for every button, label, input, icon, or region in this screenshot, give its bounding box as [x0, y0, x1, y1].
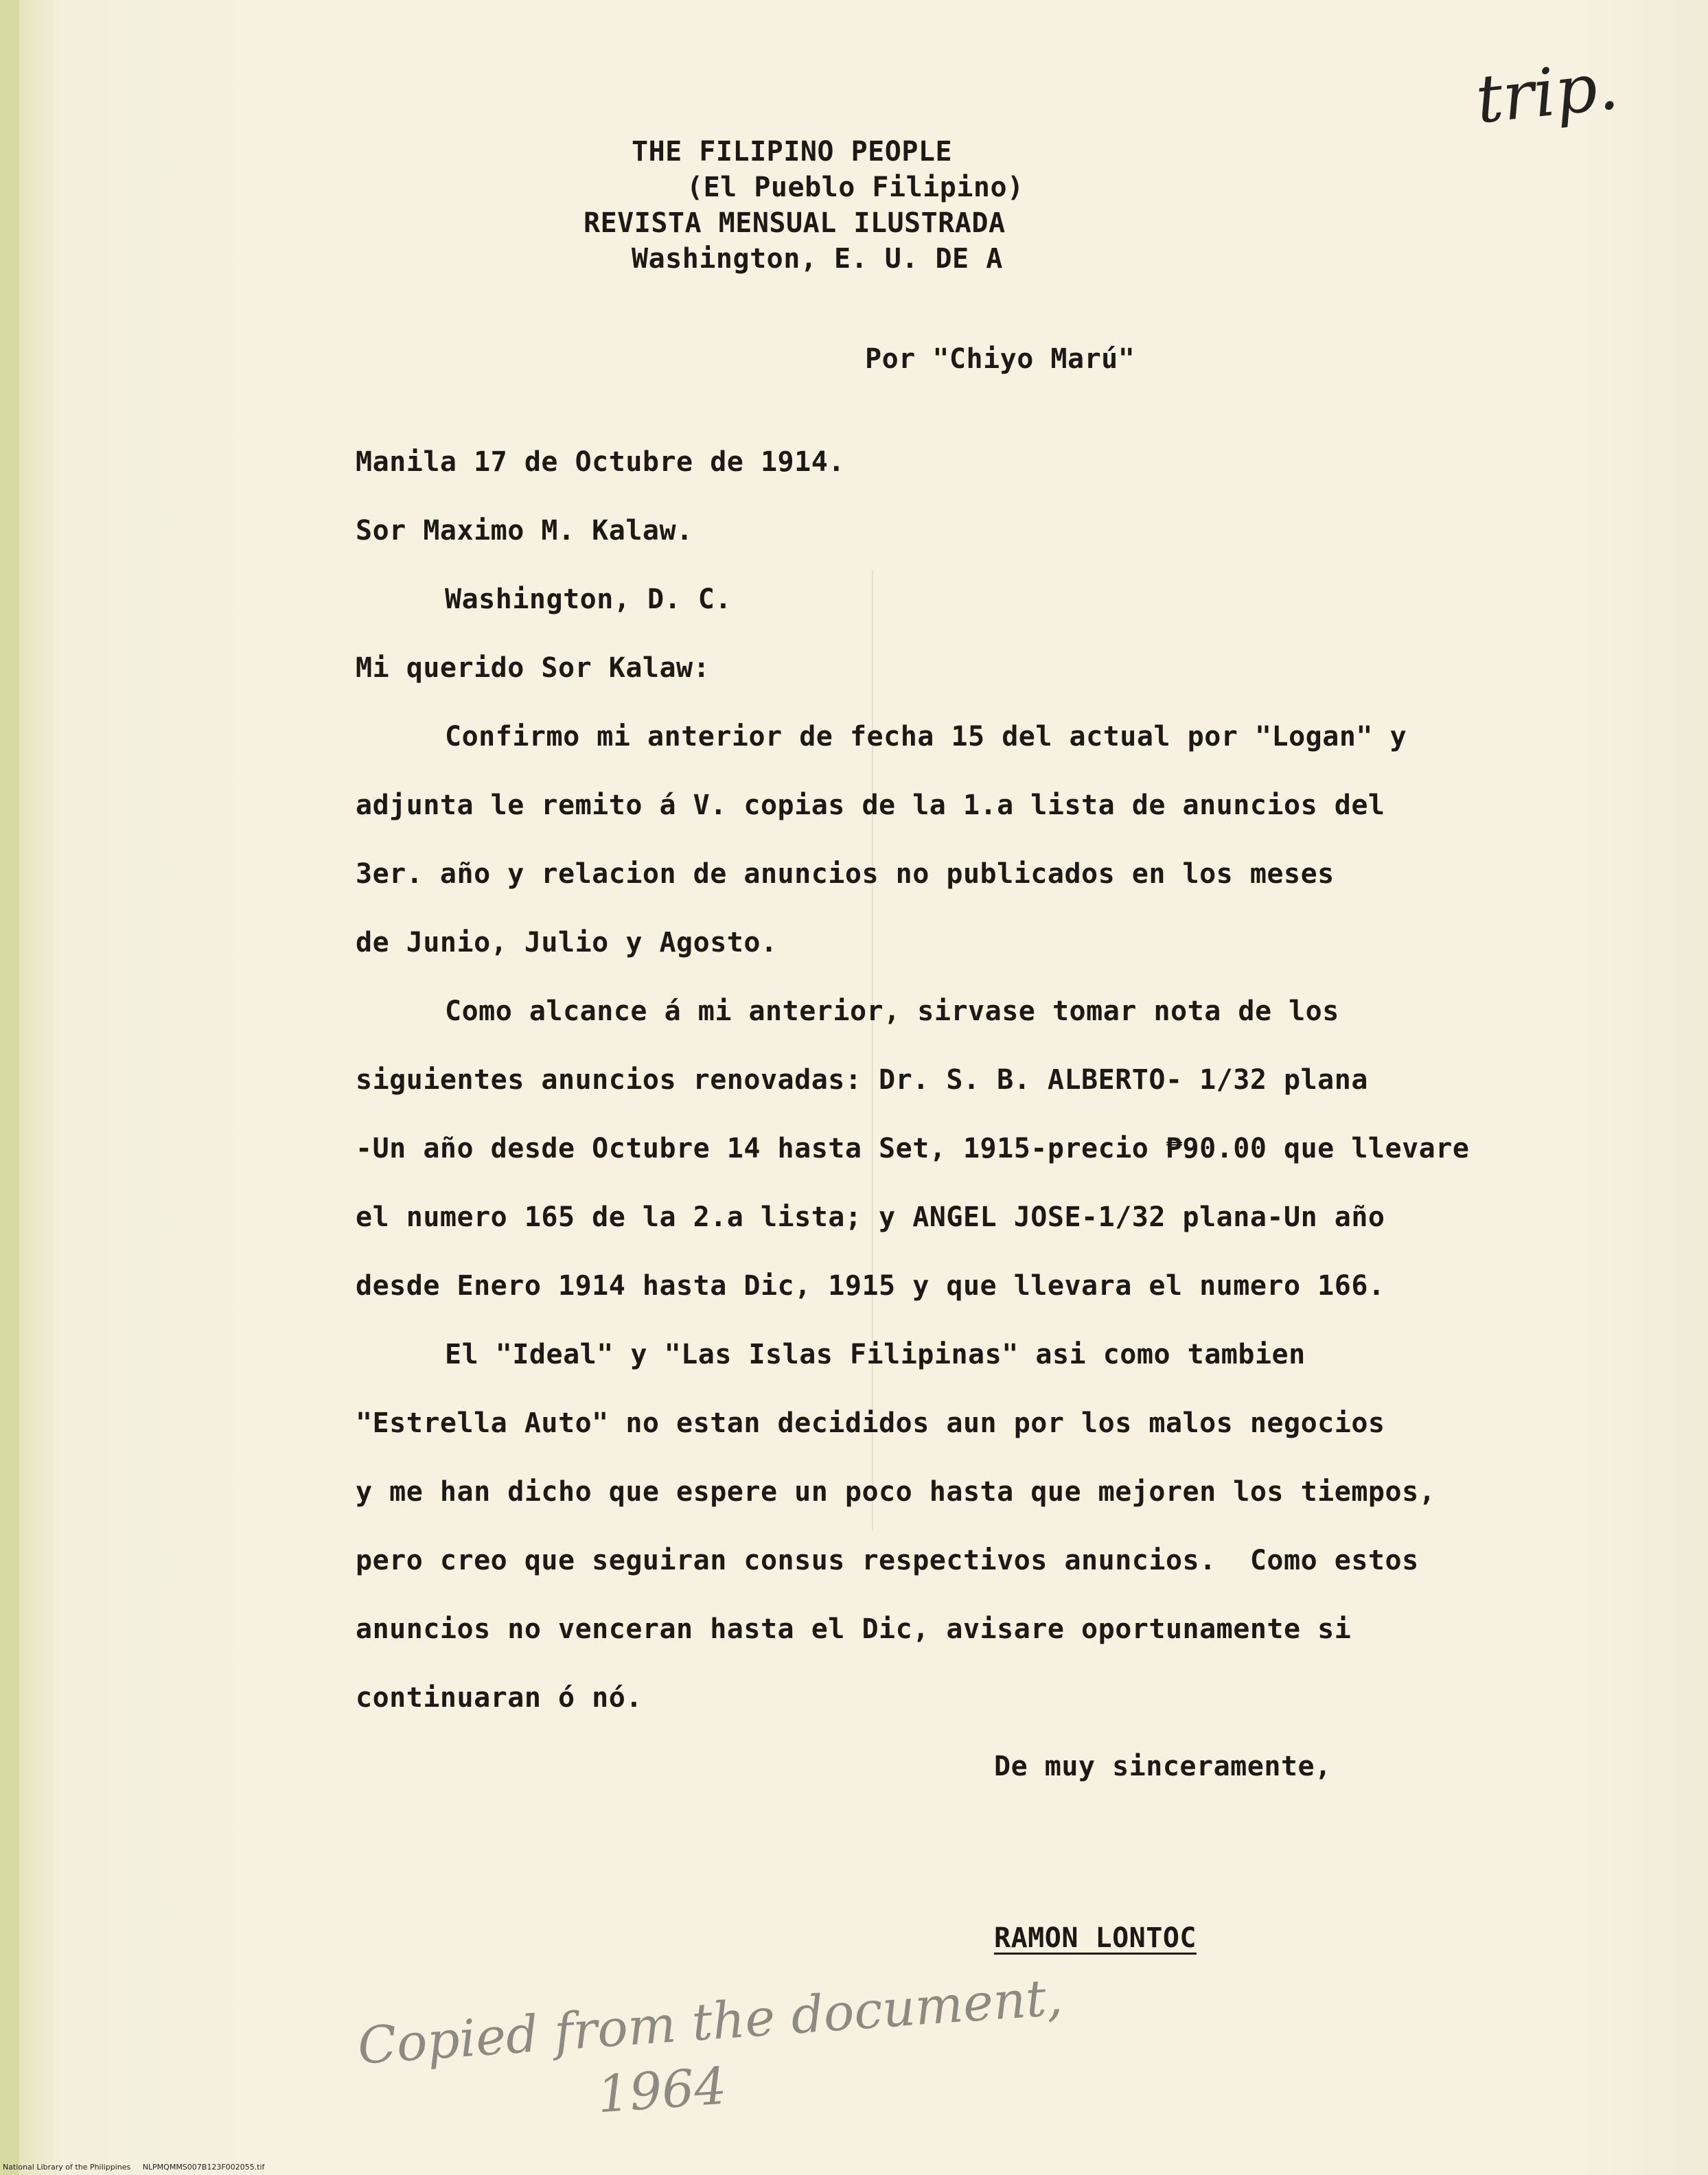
body-line: Como alcance á mi anterior, sirvase tomar nota de los [445, 996, 1339, 1027]
paper-edge-strip [0, 0, 19, 2175]
letterhead-revista: REVISTA MENSUAL ILUSTRADA [584, 207, 1006, 239]
handwritten-trip-note: trip. [1472, 47, 1622, 139]
recipient-name: Sor Maximo M. Kalaw. [356, 515, 693, 546]
salutation: Mi querido Sor Kalaw: [356, 652, 711, 684]
body-line: -Un año desde Octubre 14 hasta Set, 1915-precio ₱90.00 que llevare [356, 1133, 1470, 1164]
body-line: adjunta le remito á V. copias de la 1.a lista de anuncios del [356, 790, 1385, 821]
body-line: y me han dicho que espere un poco hasta que mejoren los tiempos, [356, 1476, 1436, 1508]
closing: De muy sinceramente, [994, 1751, 1332, 1782]
body-line: Confirmo mi anterior de fecha 15 del actual por "Logan" y [445, 721, 1407, 752]
paper-fold-line [872, 570, 873, 1531]
body-line: continuaran ó nó. [356, 1682, 643, 1714]
handwritten-copy-year: 1964 [595, 2056, 729, 2125]
recipient-place: Washington, D. C. [445, 584, 732, 615]
body-line: El "Ideal" y "Las Islas Filipinas" asi como tambien [445, 1339, 1306, 1370]
body-line: siguientes anuncios renovadas: Dr. S. B. ALBERTO- 1/32 plana [356, 1064, 1368, 1096]
body-line: 3er. año y relacion de anuncios no publicados en los meses [356, 858, 1335, 890]
letterhead-city: Washington, E. U. DE A [632, 243, 1003, 275]
body-line: el numero 165 de la 2.a lista; y ANGEL JOSE-1/32 plana-Un año [356, 1201, 1385, 1233]
body-line: desde Enero 1914 hasta Dic, 1915 y que llevara el numero 166. [356, 1270, 1385, 1302]
body-line: de Junio, Julio y Agosto. [356, 927, 778, 958]
signature: RAMON LONTOC [994, 1922, 1197, 1954]
letter-date: Manila 17 de Octubre de 1914. [356, 446, 845, 478]
archive-footer: National Library of the Philippines NLPMQMMS007B123F002055.tif [3, 2163, 265, 2172]
letterhead-subtitle: (El Pueblo Filipino) [686, 172, 1024, 203]
handwritten-copy-note: Copied from the document, [356, 1968, 1065, 2076]
letterhead-title: THE FILIPINO PEOPLE [632, 136, 953, 168]
ship-note: Por "Chiyo Marú" [865, 343, 1135, 375]
body-line: anuncios no venceran hasta el Dic, avisare oportunamente si [356, 1613, 1352, 1645]
body-line: "Estrella Auto" no estan decididos aun por los malos negocios [356, 1407, 1385, 1439]
body-line: pero creo que seguiran consus respectivos anuncios. Como estos [356, 1545, 1419, 1576]
